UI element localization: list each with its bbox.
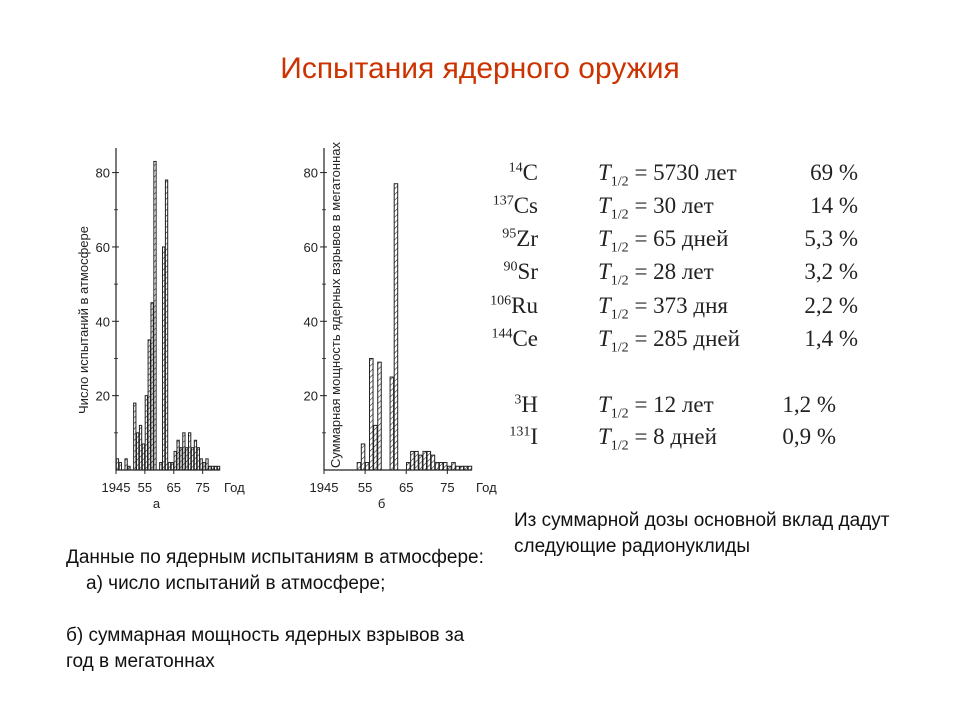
caption-intro: Данные по ядерным испытаниям в атмосфере: [66, 547, 484, 568]
bar-1961 [163, 247, 165, 470]
nuclide-row-zr95 [488, 226, 868, 256]
bar-1972 [194, 440, 196, 470]
bar-1980 [217, 466, 219, 470]
isotope-label: $^{106}$Ru [490, 293, 538, 318]
x-tick-label: 55 [357, 480, 373, 495]
bar-1976 [452, 463, 456, 470]
bar-1969 [186, 448, 188, 470]
half-life: $T_{1/2} = 65$ дней [598, 226, 729, 256]
bar-1967 [415, 451, 419, 470]
bar-1957 [151, 303, 153, 470]
isotope-label: $^{144}$Ce [491, 326, 538, 351]
bar-1965 [407, 463, 411, 470]
bar-1956 [148, 340, 150, 470]
dose-percent: 2,2 % [804, 293, 858, 318]
y-axis-title: Суммарная мощность ядерных взрывов в мегатоннах [328, 142, 343, 468]
bar-1953 [357, 463, 361, 470]
chart-tests-count [72, 140, 272, 520]
nuclide-row-ce144 [488, 326, 868, 356]
half-life: $T_{1/2} = 5730$ лет [598, 160, 737, 190]
bar-1958 [154, 161, 156, 470]
bar-1971 [191, 448, 193, 470]
dose-percent: 69 % [810, 160, 858, 185]
bar-1958 [378, 362, 382, 470]
nuclide-row-h3 [488, 392, 868, 422]
x-tick-label: 1945 [309, 480, 339, 495]
caption-spacer [66, 597, 486, 623]
isotope-label: $^3$H [514, 392, 538, 417]
bar-1966 [411, 451, 415, 470]
bar-1946 [119, 463, 121, 470]
y-tick-label: 80 [95, 165, 110, 181]
isotope-label: $^{131}$I [509, 424, 538, 449]
bar-1965 [174, 451, 176, 470]
bar-1954 [361, 444, 365, 470]
bar-1952 [137, 433, 139, 470]
bar-1969 [423, 451, 427, 470]
dose-note: Из суммарной дозы основной вклад дадут следующие радионуклиды [514, 510, 890, 557]
bar-1980 [468, 466, 472, 470]
bar-1962 [165, 180, 167, 470]
caption-item-a: а) число испытаний в атмосфере; [86, 573, 386, 594]
bar-1976 [206, 459, 208, 470]
bar-1975 [448, 466, 452, 470]
bar-1974 [200, 459, 202, 470]
bar-1955 [145, 396, 147, 470]
bar-1968 [419, 455, 423, 470]
bar-1979 [215, 466, 217, 470]
x-tick-label: 65 [398, 480, 414, 495]
y-axis-title: Число испытаний в атмосфере [76, 226, 91, 414]
bar-1967 [180, 448, 182, 470]
bar-1978 [460, 466, 464, 470]
bar-1948 [125, 459, 127, 470]
dose-percent: 1,2 % [782, 392, 836, 417]
y-tick-label: 60 [95, 239, 110, 255]
y-tick-label: 20 [303, 388, 318, 404]
bar-1973 [197, 448, 199, 470]
bar-1973 [439, 463, 443, 470]
dose-percent: 0,9 % [782, 424, 836, 449]
bar-1960 [160, 463, 162, 470]
figure-caption [66, 545, 486, 675]
x-axis-title: Год [224, 480, 245, 495]
bar-1972 [435, 463, 439, 470]
x-axis-title: Год [476, 480, 497, 495]
bar-1964 [171, 463, 173, 470]
dose-percent: 1,4 % [804, 326, 858, 351]
nuclide-row-cs137 [488, 193, 868, 223]
panel-label: а [152, 496, 161, 511]
nuclide-row-i131 [488, 424, 868, 454]
bar-1966 [177, 440, 179, 470]
bar-1945 [116, 459, 118, 470]
page-title: Испытания ядерного оружия [280, 52, 680, 85]
x-tick-label: 55 [137, 480, 153, 495]
nuclide-row-c14 [488, 160, 868, 190]
bar-1953 [139, 425, 141, 470]
half-life: $T_{1/2} = 30$ лет [598, 193, 714, 223]
isotope-label: $^{137}$Cs [492, 193, 538, 218]
bar-1975 [203, 463, 205, 470]
half-life: $T_{1/2} = 12$ лет [598, 392, 714, 422]
panel-label: б [377, 496, 386, 511]
half-life: $T_{1/2} = 28$ лет [598, 259, 714, 289]
bar-1949 [128, 466, 130, 470]
bar-1970 [427, 451, 431, 470]
y-tick-label: 80 [303, 165, 318, 181]
x-tick-label: 65 [166, 480, 182, 495]
x-tick-label: 75 [440, 480, 455, 495]
bar-1961 [390, 377, 394, 470]
bar-1955 [365, 463, 369, 470]
bar-1977 [209, 466, 211, 470]
chart-yield-megatons [296, 140, 516, 520]
bar-1956 [370, 358, 374, 470]
bar-1978 [212, 466, 214, 470]
bar-1979 [464, 466, 468, 470]
half-life: $T_{1/2} = 8$ дней [598, 424, 717, 454]
isotope-label: $^{14}$C [508, 160, 538, 185]
x-tick-label: 75 [195, 480, 210, 495]
bar-1957 [374, 425, 378, 470]
isotope-label: $^{90}$Sr [503, 259, 538, 284]
isotope-label: $^{95}$Zr [502, 226, 538, 251]
bar-1971 [431, 455, 435, 470]
bar-1974 [444, 463, 448, 470]
y-tick-label: 40 [95, 314, 110, 330]
dose-percent: 14 % [810, 193, 858, 218]
nuclide-row-ru106 [488, 293, 868, 323]
dose-percent: 3,2 % [804, 259, 858, 284]
caption-item-b: б) суммарная мощность ядерных взрывов за год в мегатоннах [66, 625, 465, 672]
half-life: $T_{1/2} = 285$ дней [598, 326, 740, 356]
dose-percent: 5,3 % [804, 226, 858, 251]
bar-1951 [134, 403, 136, 470]
half-life: $T_{1/2} = 373$ дня [598, 293, 728, 323]
y-tick-label: 40 [303, 314, 318, 330]
bar-1970 [189, 433, 191, 470]
y-tick-label: 20 [95, 388, 110, 404]
x-tick-label: 1945 [101, 480, 131, 495]
bar-1954 [142, 444, 144, 470]
bar-1968 [183, 433, 185, 470]
bar-1977 [456, 466, 460, 470]
y-tick-label: 60 [303, 239, 318, 255]
nuclide-row-sr90 [488, 259, 868, 289]
bar-1963 [168, 463, 170, 470]
bar-1962 [394, 184, 398, 470]
